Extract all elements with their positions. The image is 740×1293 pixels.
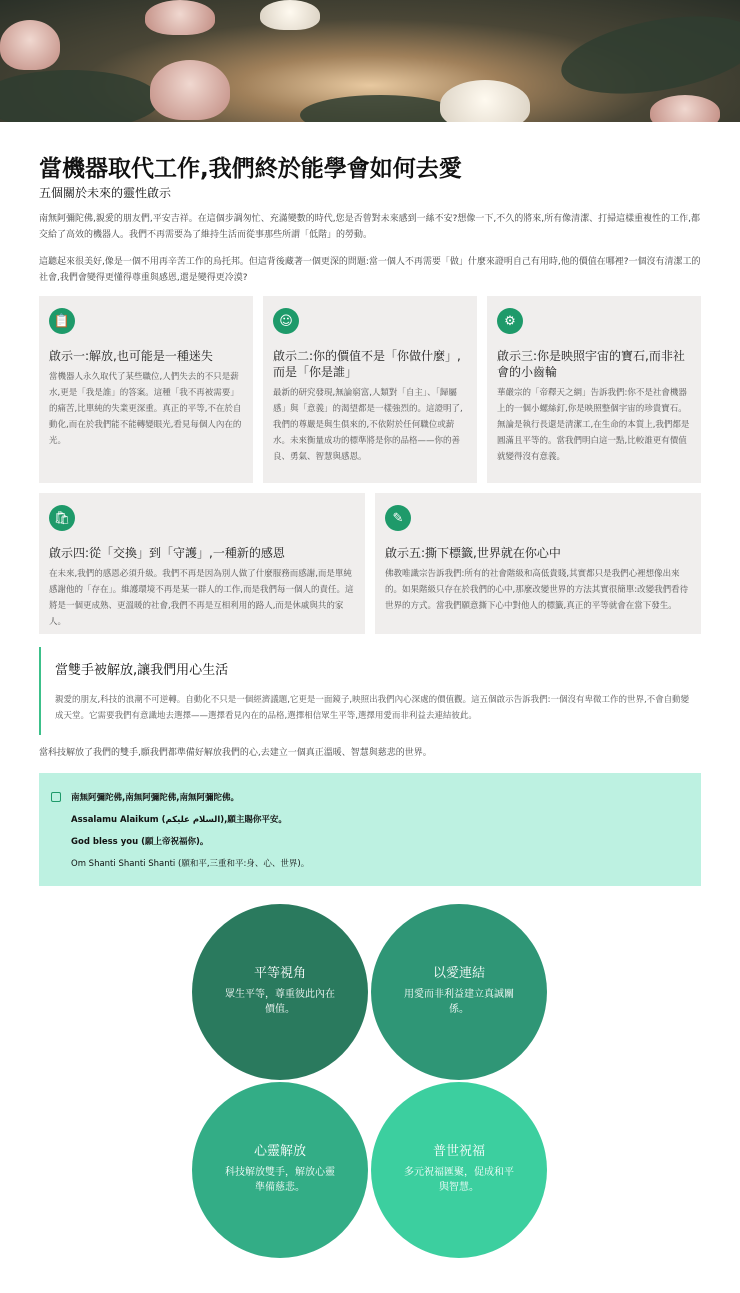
card-body: 當機器人永久取代了某些職位,人們失去的不只是薪水,更是「我是誰」的答案。這種「我不再被需要」的痛苦,比單純的失業更深重。真正的平等,不在於自動化,而在於我們能不能轉變眼光,看見每個人內在的光。: [49, 372, 242, 446]
card-title: 啟示三:你是映照宇宙的寶石,而非社會的小齒輪: [497, 349, 685, 379]
bag-icon: 🛍: [49, 505, 75, 531]
circle-body: 科技解放雙手，解放心靈準備慈悲。: [225, 1167, 335, 1193]
smile-icon: ☺: [273, 308, 299, 334]
page-title: 當機器取代工作,我們終於能學會如何去愛: [39, 156, 462, 182]
card-title: 啟示四:從「交換」到「守護」,一種新的感恩: [49, 546, 285, 560]
card-body: 在未來,我們的感恩必須升級。我們不再是因為別人做了什麼服務而感謝,而是單純感謝他的「存在」。維護環境不再是某一群人的工作,而是我們每一個人的責任。這將是一個更成熟、更溫暖的社會,我們不再是互相利用的路人,而是休戚與共的家人。: [49, 569, 354, 627]
value-circle: [192, 1082, 368, 1258]
circle-title: 平等視角: [253, 966, 306, 981]
intro-paragraph: 南無阿彌陀佛,親愛的朋友們,平安吉祥。在這個步調匆忙、充滿變數的時代,您是否曾對未來感到一絲不安?想像一下,不久的將來,所有像清潔、打掃這樣重複性的工作,都交給了高效的機器人。我們不再需要為了維持生活而從事那些所謂「低階」的勞動。: [39, 214, 700, 240]
blessing-line: Assalamu Alaikum (السلام عليكم),願主賜你平安。: [71, 815, 287, 825]
card-body: 華嚴宗的「帝釋天之網」告訴我們:你不是社會機器上的一個小螺絲釘,你是映照整個宇宙的珍貴寶石。無論是執行長還是清潔工,在生命的本質上,我們都是圓滿且平等的。當我們明白這一點,比較誰更有價值就變得沒有意義。: [497, 388, 690, 462]
revelation-card: [375, 493, 701, 634]
quote-title: 當雙手被解放,讓我們用心生活: [55, 663, 229, 678]
circle-title: 普世祝福: [432, 1144, 485, 1159]
card-body: 最新的研究發現,無論窮富,人類對「自主」、「歸屬感」與「意義」的渴望都是一樣強烈的。這證明了,我們的尊嚴是與生俱來的,不依附於任何職位或薪水。未來衡量成功的標準將是你的品格——你的善良、勇氣、智慧與感恩。: [273, 388, 463, 462]
card-title: 啟示五:撕下標籤,世界就在你心中: [385, 546, 561, 560]
closing-paragraph: 當科技解放了我們的雙手,願我們都準備好解放我們的心,去建立一個真正溫暖、智慧與慈悲的世界。: [39, 748, 432, 758]
hero-image: [0, 0, 740, 122]
circle-title: 以愛連結: [432, 966, 485, 981]
circle-body: 眾生平等，尊重彼此內在價值。: [225, 989, 335, 1015]
value-circle: [192, 904, 368, 1080]
quote-body: 親愛的朋友,科技的浪潮不可逆轉。自動化不只是一個經濟議題,它更是一面鏡子,映照出我們內心深處的價值觀。這五個啟示告訴我們:一個沒有卑微工作的世界,不會自動變成天堂。它需要我們有意識地去選擇——選擇看見內在的品格,選擇相信眾生平等,選擇用愛而非利益去連結彼此。: [55, 695, 690, 721]
blessings-box: [39, 773, 701, 886]
card-title: 啟示一:解放,也可能是一種迷失: [49, 349, 213, 363]
page-subtitle: 五個關於未來的靈性啟示: [39, 186, 172, 200]
blessing-line: 南無阿彌陀佛,南無阿彌陀佛,南無阿彌陀佛。: [71, 793, 239, 803]
gear-icon: ⚙: [497, 308, 523, 334]
blessing-line: Om Shanti Shanti Shanti (願和平,三重和平:身、心、世界)。: [71, 859, 310, 869]
intro-paragraph: 這聽起來很美好,像是一個不用再辛苦工作的烏托邦。但這背後藏著一個更深的問題:當一個人不再需要「做」什麼來證明自己有用時,他的價值在哪裡?一個沒有清潔工的社會,我們會變得更懂得尊重與感恩,還是變得更冷漠?: [39, 257, 701, 283]
note-icon: [51, 792, 61, 802]
revelation-card: [263, 296, 477, 483]
value-circle: [371, 904, 547, 1080]
card-title: 啟示二:你的價值不是「你做什麼」,而是「你是誰」: [273, 349, 461, 379]
circle-body: 多元祝福匯聚，促成和平與智慧。: [404, 1167, 514, 1193]
circle-title: 心靈解放: [253, 1144, 306, 1159]
conclusion-quote: [39, 647, 704, 735]
value-circle: [371, 1082, 547, 1258]
card-body: 佛教唯識宗告訴我們:所有的社會階級和高低貴賤,其實都只是我們心裡想像出來的。如果階級只存在於我們的心中,那麼改變世界的方法其實很簡單:改變我們看待世界的方式。當我們願意撕下心中對他人的標籤,真正的平等就會在當下發生。: [385, 569, 689, 611]
clipboard-icon: 📋: [49, 308, 75, 334]
revelation-card: [39, 493, 365, 634]
pencil-icon: ✎: [385, 505, 411, 531]
circle-body: 用愛而非利益建立真誠關係。: [404, 989, 514, 1015]
revelation-card: [39, 296, 253, 483]
blessing-line: God bless you (願上帝祝福你)。: [71, 837, 209, 847]
revelation-card: [487, 296, 701, 483]
